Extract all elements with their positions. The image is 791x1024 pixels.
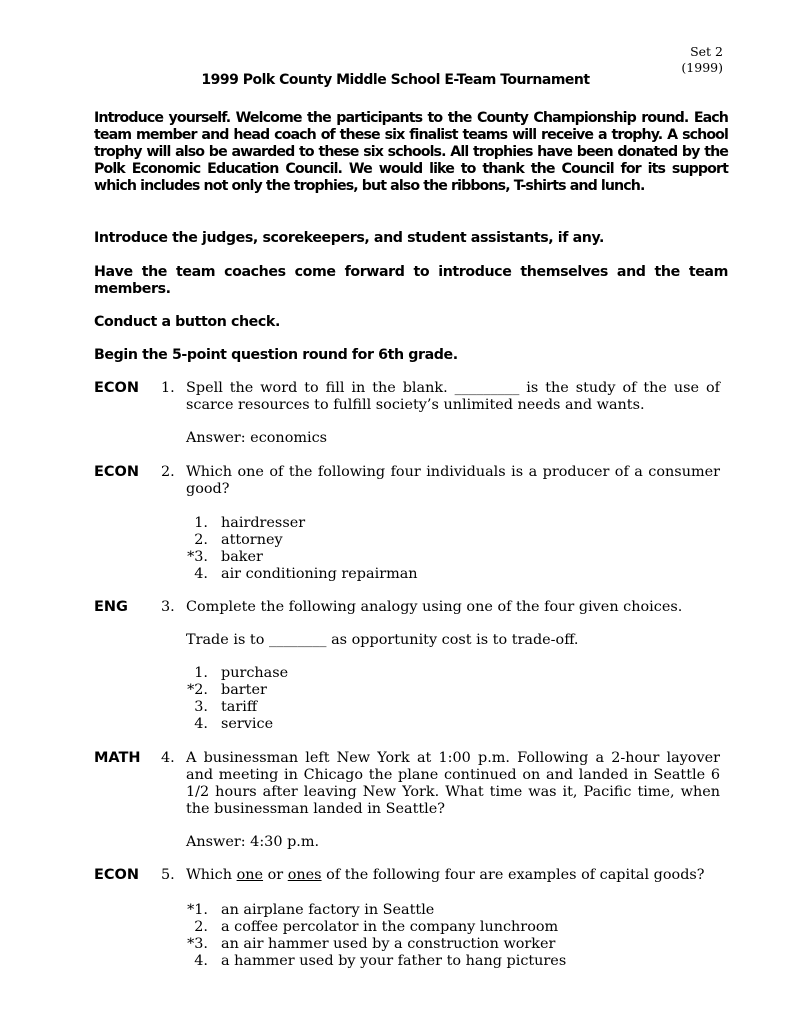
question-subject: ECON [94,464,140,480]
choice-number: 3. [194,699,208,715]
choice-item [186,566,720,583]
choice-list [186,902,720,970]
choice-list [186,515,720,583]
choice-text: baker [221,549,263,565]
question-text-mid: or [263,867,288,883]
question-text: Spell the word to fill in the blank. _________ is the study of the use of scarce resources to fulfill society’s unlimited needs and wants. [186,380,720,413]
choice-item [186,902,720,919]
instruction-button-check: Conduct a button check. [94,314,280,330]
set-label: Set 2 [690,44,723,59]
instruction-welcome: Introduce yourself. Welcome the participants to the County Championship round. Each team member and head coach of these six finalist teams will receive a trophy. A school trophy will also be awarded to these six schools. All trophies have been donated by the Polk Economic Education Council. We would like to thank the Council for its support which includes not only the trophies, but also the ribbons, T-shirts and lunch. [94,110,728,194]
choice-item [186,682,720,699]
question-number: 5. [161,867,175,883]
choice-number: 2. [194,532,208,548]
choice-number: *3. [187,936,208,952]
choice-text: air conditioning repairman [221,566,418,582]
question-number: 4. [161,750,175,766]
question-text-post: of the following four are examples of capital goods? [321,867,705,883]
choice-text: service [221,716,274,732]
choice-text: an airplane factory in Seattle [221,902,435,918]
question-text [186,867,720,884]
choice-number: 4. [194,566,208,582]
choice-number: *3. [187,549,208,565]
instruction-judges: Introduce the judges, scorekeepers, and student assistants, if any. [94,230,604,246]
analogy-text: Trade is to ________ as opportunity cost is to trade-off. [186,632,579,648]
choice-item [186,515,720,532]
choice-text: an air hammer used by a construction worker [221,936,556,952]
question-number: 3. [161,599,175,615]
choice-item [186,665,720,682]
choice-list [186,665,720,733]
instruction-begin-round: Begin the 5-point question round for 6th grade. [94,347,458,363]
instruction-coaches: Have the team coaches come forward to introduce themselves and the team members. [94,264,728,297]
choice-number: *1. [187,902,208,918]
page-title: 1999 Polk County Middle School E-Team Tournament [201,72,590,88]
question-number: 2. [161,464,175,480]
question-answer: Answer: economics [186,430,328,446]
choice-number: 1. [194,665,208,681]
choice-number: 4. [194,716,208,732]
question-subject: MATH [94,750,141,766]
choice-item [186,716,720,733]
choice-item [186,699,720,716]
question-subject: ECON [94,867,140,883]
choice-text: hairdresser [221,515,306,531]
year-label: (1999) [681,60,723,75]
choice-text: barter [221,682,267,698]
choice-number: 2. [194,919,208,935]
question-text: Which one of the following four individuals is a producer of a consumer good? [186,464,720,497]
question-text: A businessman left New York at 1:00 p.m. Following a 2-hour layover and meeting in Chicago the plane continued on and landed in Seattle 6 1/2 hours after leaving New York. What time was it, Pacific time, when the businessman landed in Seattle? [186,750,720,817]
question-text-underlined-one: one [236,867,264,883]
choice-item [186,936,720,953]
choice-item [186,953,720,970]
choice-item [186,919,720,936]
choice-number: 4. [194,953,208,969]
question-number: 1. [161,380,175,396]
question-subject: ENG [94,599,128,615]
choice-number: *2. [187,682,208,698]
question-text: Complete the following analogy using one of the four given choices. [186,599,683,615]
choice-text: a hammer used by your father to hang pictures [221,953,567,969]
choice-item [186,532,720,549]
choice-text: tariff [221,699,258,715]
choice-text: attorney [221,532,283,548]
question-text-pre: Which [186,867,237,883]
question-answer: Answer: 4:30 p.m. [186,834,320,850]
question-subject: ECON [94,380,140,396]
choice-item [186,549,720,566]
question-text-underlined-ones: ones [287,867,322,883]
choice-text: purchase [221,665,289,681]
choice-number: 1. [194,515,208,531]
choice-text: a coffee percolator in the company lunchroom [221,919,559,935]
